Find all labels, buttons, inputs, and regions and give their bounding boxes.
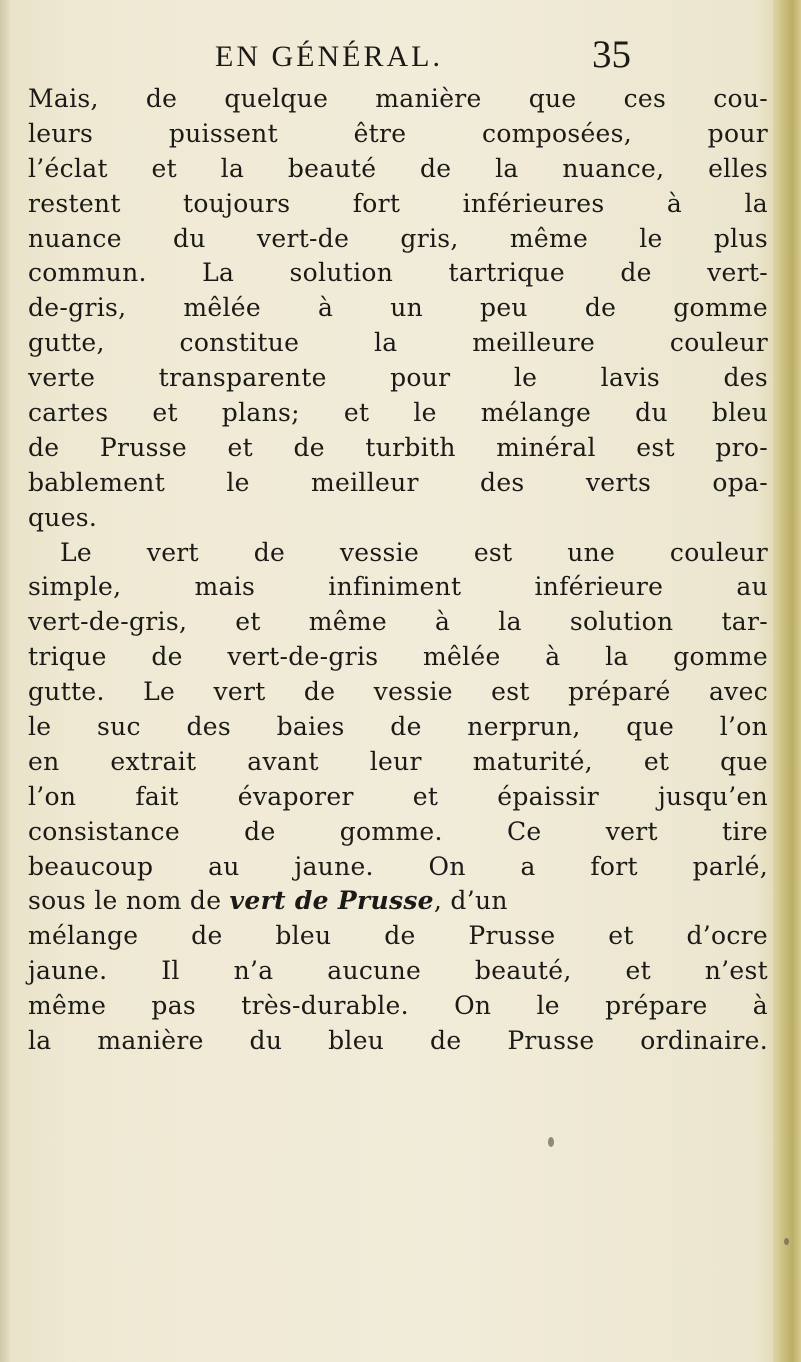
page-right-edge — [773, 0, 801, 1362]
text-line: la manière du bleu de Prusse ordinaire. — [28, 1026, 768, 1056]
text-line: restent toujours fort inférieures à la — [28, 188, 768, 218]
text-line: de Prusse et de turbith minéral est pro- — [28, 432, 768, 462]
italic-term: vert de Prusse — [229, 886, 434, 916]
text-line: bablement le meilleur des verts opa- — [28, 467, 768, 497]
text-line: consistance de gomme. Ce vert tire — [28, 816, 768, 846]
page-number: 35 — [592, 33, 631, 76]
text-line: verte transparente pour le lavis des — [28, 363, 768, 393]
text-segment: sous le nom de — [28, 886, 230, 916]
page-header — [0, 22, 801, 76]
text-line: cartes et plans; et le mélange du bleu — [28, 398, 768, 428]
ink-speck — [784, 1238, 789, 1245]
text-line: gutte, constitue la meilleure couleur — [28, 328, 768, 358]
text-line: mélange de bleu de Prusse et d’ocre — [28, 921, 768, 951]
text-line: l’on fait évaporer et épaissir jusqu’en — [28, 781, 768, 811]
text-line: Mais, de quelque manière que ces cou- — [28, 84, 768, 113]
running-head: EN GÉNÉRAL. — [215, 40, 443, 73]
text-line: de-gris, mêlée à un peu de gomme — [28, 293, 768, 323]
body-text — [28, 82, 768, 1059]
text-line: Le vert de vessie est une couleur — [60, 537, 768, 567]
text-line: trique de vert-de-gris mêlée à la gomme — [28, 642, 768, 672]
text-line: simple, mais infiniment inférieure au — [28, 572, 768, 602]
ink-speck — [548, 1137, 554, 1147]
text-line: vert-de-gris, et même à la solution tar- — [28, 607, 768, 637]
text-line — [28, 884, 768, 919]
text-line: ques. — [28, 502, 98, 532]
text-line: gutte. Le vert de vessie est préparé avec — [28, 677, 768, 707]
text-segment: , d’un — [433, 886, 508, 916]
text-line: leurs puissent être composées, pour — [28, 118, 768, 148]
text-line: même pas très-durable. On le prépare à — [28, 991, 768, 1021]
text-line: le suc des baies de nerprun, que l’on — [28, 712, 768, 742]
page-left-edge — [0, 0, 10, 1362]
text-line: commun. La solution tartrique de vert- — [28, 258, 768, 288]
text-line: en extrait avant leur maturité, et que — [28, 746, 768, 776]
text-line: jaune. Il n’a aucune beauté, et n’est — [28, 956, 768, 986]
text-line: beaucoup au jaune. On a fort parlé, — [28, 851, 768, 881]
text-line: nuance du vert-de gris, même le plus — [28, 223, 768, 253]
text-line: l’éclat et la beauté de la nuance, elles — [28, 153, 768, 183]
